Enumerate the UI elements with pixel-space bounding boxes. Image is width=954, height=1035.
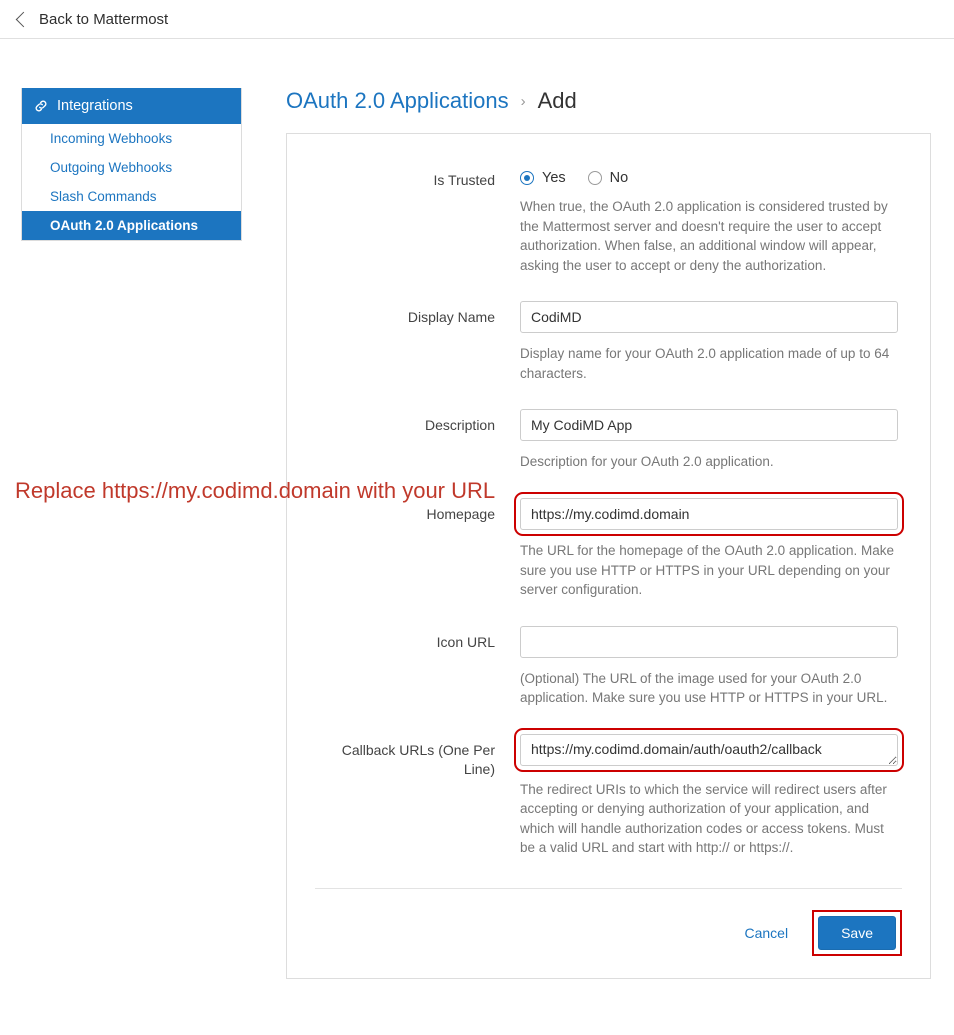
page-body: [0, 39, 954, 979]
field-homepage: [520, 498, 902, 622]
field-row-is-trusted: [315, 164, 902, 297]
radio-is-trusted-yes[interactable]: [520, 171, 534, 185]
annotation-text: Replace https://my.codimd.domain with your URL: [15, 478, 496, 503]
field-row-homepage: [315, 498, 902, 622]
field-row-callback-urls: [315, 734, 902, 880]
chevron-left-icon: [16, 11, 32, 27]
label-description: Description: [424, 417, 495, 434]
field-icon-url: [520, 626, 902, 730]
cancel-button[interactable]: Cancel: [734, 919, 798, 947]
save-button-highlight: [812, 910, 902, 956]
homepage-input[interactable]: [520, 498, 898, 530]
field-row-icon-url: [315, 626, 902, 730]
sidebar-item-oauth-applications[interactable]: OAuth 2.0 Applications: [22, 211, 241, 240]
field-description: [520, 409, 902, 494]
form-actions: [315, 889, 902, 956]
link-icon: [34, 99, 48, 113]
help-homepage: The URL for the homepage of the OAuth 2.0 application. Make sure you use HTTP or HTTPS in your URL depending on your server configuration.: [520, 542, 894, 598]
breadcrumb: [286, 88, 931, 114]
help-is-trusted: When true, the OAuth 2.0 application is considered trusted by the Mattermost server and doesn't require the user to accept authorization. When false, an additional window will appear, asking the user to accept or deny the authorization.: [520, 199, 888, 273]
display-name-input[interactable]: [520, 301, 898, 333]
sidebar: [21, 88, 242, 241]
label-is-trusted: Is Trusted: [433, 172, 495, 188]
breadcrumb-current: Add: [537, 88, 577, 113]
sidebar-list: [22, 124, 241, 240]
is-trusted-radio-group: [520, 164, 902, 186]
sidebar-item-slash-commands[interactable]: Slash Commands: [50, 189, 157, 204]
back-to-mattermost-label: Back to Mattermost: [39, 10, 169, 28]
help-description: Description for your OAuth 2.0 application.: [520, 454, 774, 470]
sidebar-header-label: Integrations: [57, 98, 133, 114]
back-to-mattermost-link[interactable]: [18, 11, 168, 28]
field-callback-urls: [520, 734, 902, 880]
help-callback-urls: The redirect URIs to which the service will redirect users after accepting or denying authorization of your application, and which will handle authorization codes or access tokens. Must be a valid URL and start with http:// or https://.: [520, 781, 887, 856]
radio-label-yes[interactable]: Yes: [542, 170, 566, 186]
breadcrumb-parent-link[interactable]: OAuth 2.0 Applications: [286, 88, 509, 113]
description-input[interactable]: [520, 409, 898, 441]
chevron-right-icon: ›: [520, 92, 526, 110]
label-homepage: Homepage: [426, 505, 495, 522]
field-row-display-name: [315, 301, 902, 405]
label-display-name: Display Name: [407, 309, 495, 326]
save-button[interactable]: Save: [818, 916, 896, 950]
label-callback-urls: Callback URLs (One Per Line): [341, 741, 495, 777]
radio-label-no[interactable]: No: [609, 170, 629, 186]
field-display-name: [520, 301, 902, 405]
sidebar-item-incoming-webhooks[interactable]: Incoming Webhooks: [50, 131, 173, 146]
field-is-trusted: [520, 164, 902, 297]
callback-urls-textarea[interactable]: [520, 734, 898, 766]
icon-url-input[interactable]: [520, 626, 898, 658]
help-display-name: Display name for your OAuth 2.0 application made of up to 64 characters.: [520, 346, 890, 381]
radio-is-trusted-no[interactable]: [588, 171, 602, 185]
label-icon-url: Icon URL: [436, 633, 495, 650]
top-bar: [0, 0, 954, 39]
oauth-app-form-panel: [286, 133, 931, 979]
sidebar-item-outgoing-webhooks[interactable]: Outgoing Webhooks: [50, 160, 173, 175]
main-content: [286, 88, 931, 979]
help-icon-url: (Optional) The URL of the image used for your OAuth 2.0 application. Make sure you use HTTP or HTTPS in your URL.: [520, 670, 888, 706]
sidebar-header-integrations[interactable]: [22, 88, 241, 124]
